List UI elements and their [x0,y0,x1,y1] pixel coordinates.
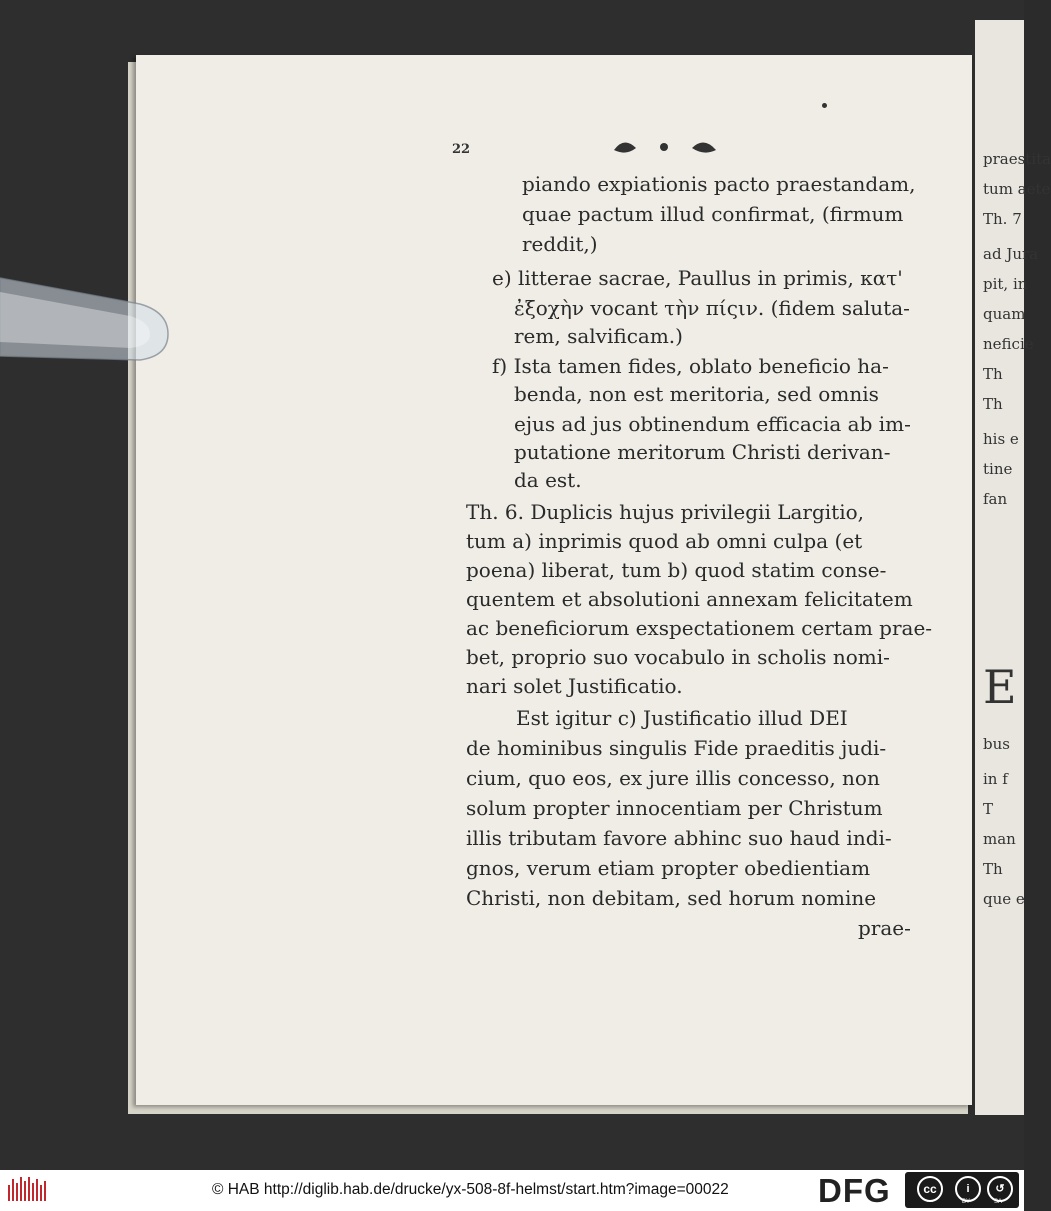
cc-icon: cc [917,1176,943,1202]
cc-license-badge[interactable] [905,1172,1019,1208]
facing-page-fragment: in f [983,770,1008,788]
text-line: de hominibus singulis Fide praeditis judi- [466,736,887,760]
text-line: ejus ad jus obtinendum efficacia ab im- [514,412,911,436]
text-line: solum propter innocentiam per Christum [466,796,883,820]
facing-page-fragment: Th [983,365,1003,383]
text-line: quentem et absolutioni annexam felicitatem [466,587,913,611]
text-line: rem, salvificam.) [514,324,683,348]
text-line: Christi, non debitam, sed horum nomine [466,886,877,910]
facing-page [975,20,1051,1115]
by-icon: i [955,1176,981,1202]
facing-page-fragment: pit, in [983,275,1028,293]
facing-page-fragment: Th [983,395,1003,413]
ornament-icon [612,134,722,160]
facing-page-fragment: praestita [983,150,1051,168]
text-line: reddit,) [522,232,598,256]
facing-page-fragment: neficie [983,335,1034,353]
text-line: quae pactum illud confirmat, (firmum [522,202,904,226]
facing-page-fragment: man [983,830,1016,848]
text-line: poena) liberat, tum b) quod statim conse- [466,558,887,582]
facing-page-fragment: his e [983,430,1019,448]
ink-dot [822,103,827,108]
library-logo-icon [8,1175,48,1205]
text-line: gnos, verum etiam propter obedientiam [466,856,871,880]
dfg-logo: DFG [818,1172,891,1209]
facing-page-fragment: T [983,800,994,818]
text-line: e) litterae sacrae, Paullus in primis, κατ' [492,266,903,290]
text-line: illis tributam favore abhinc suo haud indi- [466,826,892,850]
page-clip [0,272,172,372]
text-line: piando expiationis pacto praestandam, [522,172,916,196]
facing-page-fragment: tine [983,460,1013,478]
text-line: f) Ista tamen fides, oblato beneficio ha- [492,354,889,378]
text-line: prae- [858,916,911,940]
text-line: bet, proprio suo vocabulo in scholis nomi- [466,645,890,669]
facing-page-fragment: que e [983,890,1025,908]
by-label: BY [962,1199,971,1205]
facing-page-fragment: bus [983,735,1010,753]
facing-page-fragment: ad Jura [983,245,1039,263]
text-line: benda, non est meritoria, sed omnis [514,382,879,406]
text-line: da est. [514,468,582,492]
footer-bar [0,1170,1024,1211]
text-line: cium, quo eos, ex jure illis concesso, non [466,766,880,790]
facing-page-fragment: Th [983,860,1003,878]
facing-page-fragment: quam [983,305,1026,323]
facing-page-fragment: E [983,660,1017,714]
facing-page-fragment: tum aete [983,180,1051,198]
sa-icon: ↺ [987,1176,1013,1202]
text-line: ac beneficiorum exspectationem certam prae- [466,616,933,640]
page-number: 22 [452,142,471,157]
text-line: Est igitur c) Justificatio illud DEI [516,706,848,730]
facing-page-fragment: fan [983,490,1008,508]
text-line: nari solet Justificatio. [466,674,683,698]
text-line: ἐξοχὴν vocant τὴν πίςιν. (fidem saluta- [514,296,910,320]
text-line: putatione meritorum Christi derivan- [514,440,891,464]
text-line: Th. 6. Duplicis hujus privilegii Largitio, [466,500,865,524]
sa-label: SA [994,1199,1003,1205]
facing-page-fragment: Th. 7 [983,210,1022,228]
copyright-link[interactable]: © HAB http://diglib.hab.de/drucke/yx-508-8f-helmst/start.htm?image=00022 [212,1181,729,1198]
text-line: tum a) inprimis quod ab omni culpa (et [466,529,863,553]
